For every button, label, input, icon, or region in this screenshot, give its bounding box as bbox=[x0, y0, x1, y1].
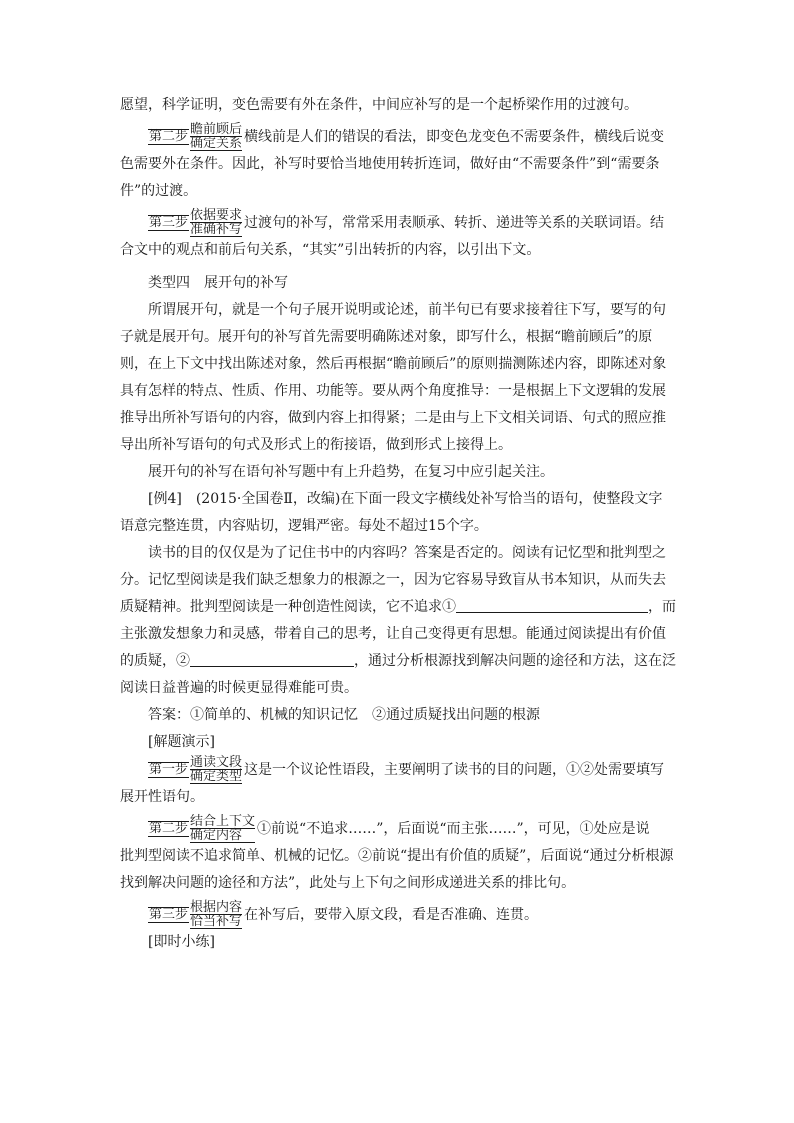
step-keyword-bottom: 准确补写 bbox=[190, 222, 243, 237]
step-marker bbox=[148, 815, 255, 843]
step-label: 第二步 bbox=[149, 129, 189, 144]
step-keywords bbox=[190, 209, 242, 237]
step-text-continued: 批判型阅读不追求简单、机械的记忆。②前说“提出有价值的质疑”，后面说“通过分析根源找到解决问题的途径和方法”，此处与上下句之间形成递进关系的排比句。 bbox=[120, 848, 674, 891]
step-keywords bbox=[190, 123, 242, 151]
passage-text: 读书的目的仅仅是为了记住书中的内容吗？答案是否定的。阅读有记忆型和批判型之分。记忆型阅读是我们缺乏想象力的根源之一，因为它容易导致盲从书本知识，从而失去质疑精神。批判型阅读是一种创造性阅读，它不追求① bbox=[120, 545, 666, 615]
demo-heading: [解题演示] bbox=[148, 734, 215, 750]
answer-blank-2[interactable] bbox=[190, 650, 354, 667]
step-keywords bbox=[190, 901, 242, 929]
step-text-first: 这是一个议论性语段，主要阐明了读书的目的问题，①②处需要填写 bbox=[244, 761, 665, 778]
step-keywords bbox=[190, 815, 255, 843]
step-marker bbox=[148, 756, 242, 784]
step-keyword-bottom: 确定类型 bbox=[190, 769, 243, 784]
step-keyword-top: 通读文段 bbox=[190, 755, 243, 770]
step-text-first: ①前说“不追求……”，后面说“而主张……”，可见，①处应是说 bbox=[257, 820, 650, 837]
step-marker bbox=[148, 123, 242, 151]
step-text-first: 过渡句的补写，常常采用表顺承、转折、递进等关系的关联词语。结 bbox=[244, 214, 665, 231]
step-keyword-bottom: 确定内容 bbox=[190, 828, 243, 843]
step2-content-row bbox=[120, 815, 676, 843]
step-label: 第一步 bbox=[149, 762, 189, 777]
step-keyword-top: 根据内容 bbox=[190, 900, 243, 915]
intro-paragraph: 愿望，科学证明，变色需要有外在条件，中间应补写的是一个起桥梁作用的过渡句。 bbox=[120, 97, 638, 113]
step-keyword-bottom: 恰当补写 bbox=[190, 914, 243, 929]
step3-write-row bbox=[120, 209, 676, 237]
step-keyword-bottom: 确定关系 bbox=[190, 136, 243, 151]
step-label: 第二步 bbox=[149, 821, 189, 836]
example-prompt: [例4] (2015·全国卷Ⅱ，改编)在下面一段文字横线处补写恰当的语句，使整段文字语意完整连贯，内容贴切，逻辑严密。每处不超过15个字。 bbox=[120, 491, 663, 534]
answer-line: 答案：①简单的、机械的知识记忆 ②通过质疑找出问题的根源 bbox=[148, 707, 540, 723]
step-text-first: 在补写后，要带入原文段，看是否准确、连贯。 bbox=[244, 906, 539, 923]
step-keyword-top: 结合上下文 bbox=[190, 814, 256, 829]
section-title: 类型四 展开句的补写 bbox=[148, 275, 288, 291]
step-marker bbox=[148, 209, 242, 237]
step-label: 第三步 bbox=[149, 215, 189, 230]
step-marker bbox=[148, 901, 242, 929]
step-text-continued: 合文中的观点和前后句关系，“其实”引出转折的内容，以引出下文。 bbox=[120, 242, 541, 258]
section-paragraph: 展开句的补写在语句补写题中有上升趋势，在复习中应引起关注。 bbox=[148, 464, 554, 480]
step2-relation-row bbox=[120, 123, 676, 151]
step-text-continued: 色需要外在条件。因此，补写时要恰当地使用转折连词，做好由“不需要条件”到“需要条件”的过渡。 bbox=[120, 156, 660, 199]
passage-text: ，而主张激发想象力和灵感，带着自己的思考，让自己变得更有思想。能通过阅读提出有价值的质疑，② bbox=[120, 599, 676, 669]
document-body bbox=[120, 92, 676, 956]
step1-type-row bbox=[120, 756, 676, 784]
example-passage bbox=[120, 540, 676, 702]
step-label: 第三步 bbox=[149, 907, 189, 922]
step-keyword-top: 瞻前顾后 bbox=[190, 122, 243, 137]
passage-text: ，通过分析根源找到解决问题的途径和方法，这在泛阅读日益普遍的时候更显得难能可贵。 bbox=[120, 653, 676, 696]
step-text-first: 横线前是人们的错误的看法，即变色龙变色不需要条件，横线后说变 bbox=[244, 128, 665, 145]
step3-check-row bbox=[120, 901, 676, 929]
step-keywords bbox=[190, 756, 242, 784]
answer-blank-1[interactable] bbox=[456, 596, 648, 613]
section-paragraph: 所谓展开句，就是一个句子展开说明或论述，前半句已有要求接着往下写，要写的句子就是展开句。展开句的补写首先需要明确陈述对象，即写什么，根据“瞻前顾后”的原则，在上下文中找出陈述对象，然后再根据“瞻前顾后”的原则揣测陈述内容，即陈述对象具有怎样的特点、性质、作用、功能等。要从两个角度推导：一是根据上下文逻辑的发展推导出所补写语句的内容，做到内容上扣得紧；二是由与上下文相关词语、句式的照应推导出所补写语句的句式及形式上的衔接语，做到形式上接得上。 bbox=[120, 302, 667, 453]
step-keyword-top: 依据要求 bbox=[190, 208, 243, 223]
practice-heading: [即时小练] bbox=[148, 934, 215, 950]
step-text-continued: 展开性语句。 bbox=[120, 789, 204, 805]
